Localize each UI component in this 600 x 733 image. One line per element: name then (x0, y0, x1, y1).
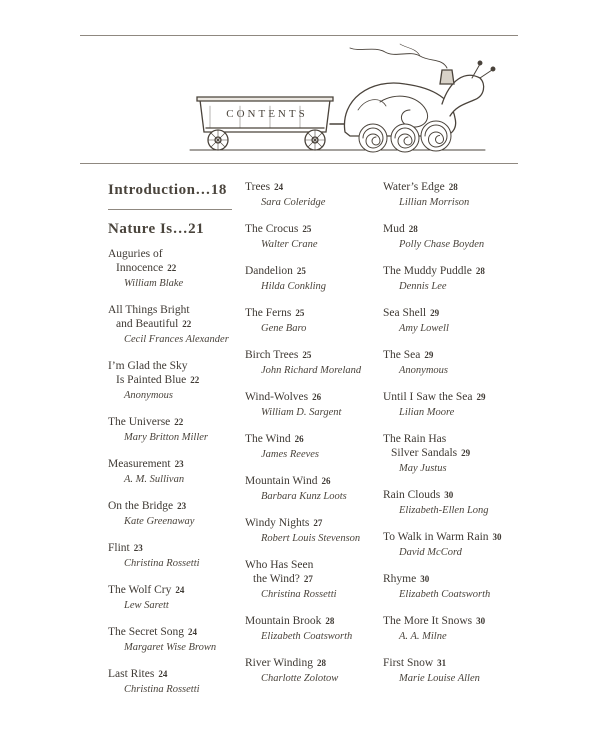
toc-entry (108, 457, 238, 487)
entry-page: 28 (317, 658, 327, 668)
entry-page: 26 (312, 392, 322, 402)
entry-title-line (108, 583, 238, 597)
entry-page: 30 (476, 616, 486, 626)
entry-title: The Ferns (245, 307, 292, 319)
entry-title: The Wolf Cry (108, 584, 172, 596)
bottom-rule (80, 163, 518, 164)
entry-page: 28 (325, 616, 335, 626)
entry-author: Cecil Frances Alexander (124, 334, 229, 345)
entry-page: 27 (303, 574, 313, 584)
entry-title-line (245, 432, 375, 446)
entry-author: Elizabeth-Ellen Long (399, 505, 489, 516)
entry-title-line (383, 390, 518, 404)
entry-title-line (383, 614, 518, 628)
entry-title-line (245, 516, 375, 530)
toc-column-3 (383, 180, 518, 698)
entry-author: Mary Britton Miller (124, 432, 208, 443)
toc-entry (383, 572, 518, 602)
entry-title: Dandelion (245, 265, 293, 277)
entry-title-line (383, 180, 518, 194)
toc-entry (383, 432, 518, 476)
entry-title: The Secret Song (108, 626, 185, 638)
toc-entry (383, 530, 518, 560)
toc-entry (383, 656, 518, 686)
entry-page: 30 (444, 490, 454, 500)
entry-title: All Things Bright (108, 304, 190, 316)
entry-title: Rain Clouds (383, 489, 441, 501)
section-divider (108, 209, 232, 210)
toc-entry (245, 614, 375, 644)
toc-entry (108, 359, 238, 403)
entry-title-line (383, 306, 518, 320)
entry-page: 27 (313, 518, 323, 528)
entry-author: Marie Louise Allen (399, 673, 480, 684)
entry-title-line (245, 222, 375, 236)
entry-page: 24 (158, 669, 168, 679)
toc-entry (245, 306, 375, 336)
entry-title-continued: Is Painted Blue (116, 374, 187, 386)
entry-author: A. M. Sullivan (124, 474, 185, 485)
entry-title: On the Bridge (108, 500, 174, 512)
entry-page: 24 (188, 627, 198, 637)
section-label: Nature Is (108, 221, 173, 237)
entry-page: 29 (430, 308, 440, 318)
entry-author: Elizabeth Coatsworth (261, 631, 353, 642)
entry-author: Charlotte Zolotow (261, 673, 339, 684)
entry-title: Rhyme (383, 573, 417, 585)
entry-page: 26 (321, 476, 331, 486)
section-ellipsis: … (172, 221, 189, 237)
entry-page: 29 (424, 350, 434, 360)
entry-title: To Walk in Warm Rain (383, 531, 489, 543)
entry-title: The Sea (383, 349, 421, 361)
entry-author: John Richard Moreland (261, 365, 362, 376)
section-introduction (108, 180, 238, 200)
toc-column-2 (245, 180, 375, 698)
entry-page: 23 (133, 543, 143, 553)
toc-entry (108, 303, 238, 347)
entry-page: 29 (461, 448, 471, 458)
entry-author: Christina Rossetti (124, 684, 200, 695)
entry-title: Windy Nights (245, 517, 310, 529)
toc-entry (245, 558, 375, 602)
entry-page: 26 (294, 434, 304, 444)
entry-author: James Reeves (261, 449, 320, 460)
entry-title: The Crocus (245, 223, 299, 235)
entry-title: The Rain Has (383, 433, 447, 445)
entry-page: 29 (476, 392, 486, 402)
toc-entry (383, 222, 518, 252)
entry-author: William D. Sargent (261, 407, 342, 418)
entry-title-continued: Innocence (116, 262, 164, 274)
entry-page: 28 (408, 224, 418, 234)
entry-page: 25 (302, 350, 312, 360)
entry-title-line (245, 264, 375, 278)
entry-title: Mountain Wind (245, 475, 318, 487)
toc-entry (245, 656, 375, 686)
entry-author: Kate Greenaway (124, 516, 195, 527)
entry-title: The Universe (108, 416, 171, 428)
toc-entry (108, 499, 238, 529)
entry-author: Gene Baro (261, 323, 307, 334)
entry-page: 22 (174, 417, 184, 427)
entry-page: 25 (295, 308, 305, 318)
toc-entry (383, 306, 518, 336)
toc-entry (108, 667, 238, 697)
entry-title-continued: and Beautiful (116, 318, 179, 330)
entry-page: 22 (190, 375, 200, 385)
entry-title-line (245, 390, 375, 404)
entry-title-line (245, 348, 375, 362)
toc-entry (245, 474, 375, 504)
entry-title-line (108, 415, 238, 429)
entry-page: 28 (475, 266, 485, 276)
entry-title-line2 (108, 373, 238, 387)
entry-title: The More It Snows (383, 615, 473, 627)
entry-title-line2 (383, 446, 518, 460)
entry-title: Birch Trees (245, 349, 299, 361)
entry-title-line (383, 348, 518, 362)
entry-author: Amy Lowell (399, 323, 449, 334)
entry-title-line2 (108, 317, 238, 331)
entry-page: 23 (174, 459, 184, 469)
entry-author: Robert Louis Stevenson (261, 533, 361, 544)
entry-author: Christina Rossetti (124, 558, 200, 569)
toc-entry (245, 390, 375, 420)
entry-title: Who Has Seen (245, 559, 314, 571)
toc-column-1 (108, 180, 238, 709)
toc-entry (245, 432, 375, 462)
entry-title-line (383, 530, 518, 544)
snail-train-illustration (180, 40, 510, 162)
entry-title: Mountain Brook (245, 615, 322, 627)
toc-entry (245, 348, 375, 378)
entry-title: River Winding (245, 657, 314, 669)
toc-entry (108, 625, 238, 655)
entry-title-line (245, 306, 375, 320)
toc-entry (383, 264, 518, 294)
entry-title-continued: the Wind? (253, 573, 300, 585)
toc-entry (383, 390, 518, 420)
toc-entry (108, 583, 238, 613)
entry-page: 25 (296, 266, 306, 276)
toc-entry (245, 264, 375, 294)
toc-entry (383, 348, 518, 378)
entry-title-line2 (245, 572, 375, 586)
entry-title: Flint (108, 542, 130, 554)
entry-author: Margaret Wise Brown (124, 642, 217, 653)
entry-page: 23 (177, 501, 187, 511)
entry-author: David McCord (399, 547, 462, 558)
entry-title: First Snow (383, 657, 434, 669)
entry-author: Sara Coleridge (261, 197, 326, 208)
entry-author: Dennis Lee (399, 281, 447, 292)
entry-title-line (108, 499, 238, 513)
entry-page: 22 (167, 263, 177, 273)
entry-title-line (108, 667, 238, 681)
entry-author: Anonymous (399, 365, 448, 376)
toc-entry (108, 415, 238, 445)
section-nature-is (108, 219, 238, 239)
entry-page: 22 (182, 319, 192, 329)
entry-author: Christina Rossetti (261, 589, 337, 600)
entry-page: 30 (492, 532, 502, 542)
section-page: 21 (188, 221, 205, 237)
entry-author: William Blake (124, 278, 184, 289)
entry-title-line (245, 180, 375, 194)
entry-title-line (383, 572, 518, 586)
entry-author: Elizabeth Coatsworth (399, 589, 491, 600)
entry-title: Until I Saw the Sea (383, 391, 473, 403)
entry-author: Barbara Kunz Loots (261, 491, 347, 502)
entry-title: I’m Glad the Sky (108, 360, 188, 372)
entry-title: Mud (383, 223, 405, 235)
entry-title-line (245, 474, 375, 488)
toc-entry (383, 180, 518, 210)
entry-title: Measurement (108, 458, 171, 470)
entry-title-line (108, 457, 238, 471)
entry-author: Polly Chase Boyden (399, 239, 485, 250)
section-ellipsis: … (195, 182, 211, 198)
entry-page: 24 (175, 585, 185, 595)
entry-title: Wind-Wolves (245, 391, 309, 403)
entry-author: Walter Crane (261, 239, 318, 250)
contents-label: CONTENTS (226, 108, 308, 120)
entry-author: Anonymous (124, 390, 173, 401)
entry-title-continued: Silver Sandals (391, 447, 458, 459)
entry-page: 30 (420, 574, 430, 584)
entry-title-line (383, 656, 518, 670)
toc-entry (108, 541, 238, 571)
entry-title: The Wind (245, 433, 291, 445)
entry-title-line (383, 488, 518, 502)
entry-page: 25 (302, 224, 312, 234)
entry-author: Hilda Conkling (261, 281, 327, 292)
toc-entry (383, 614, 518, 644)
entry-title: Last Rites (108, 668, 155, 680)
entry-author: A. A. Milne (399, 631, 447, 642)
entry-title-line (383, 222, 518, 236)
top-rule (80, 35, 518, 36)
section-page: 18 (210, 182, 227, 198)
entry-title: Water’s Edge (383, 181, 445, 193)
toc-entry (245, 222, 375, 252)
entry-title-line (108, 625, 238, 639)
entry-author: Lilian Moore (399, 407, 455, 418)
entry-title-line (383, 264, 518, 278)
entry-title: Trees (245, 181, 271, 193)
entry-title-line (108, 541, 238, 555)
entry-title: Auguries of (108, 248, 163, 260)
toc-entry (245, 516, 375, 546)
toc-entry (108, 247, 238, 291)
entry-title: The Muddy Puddle (383, 265, 472, 277)
entry-page: 31 (437, 658, 447, 668)
toc-entry (245, 180, 375, 210)
entry-author: May Justus (399, 463, 447, 474)
entry-title-line (245, 656, 375, 670)
entry-title: Sea Shell (383, 307, 427, 319)
entry-page: 24 (274, 182, 284, 192)
entry-author: Lew Sarett (124, 600, 169, 611)
entry-title-line (245, 614, 375, 628)
entry-title-line2 (108, 261, 238, 275)
toc-entry (383, 488, 518, 518)
entry-author: Lillian Morrison (399, 197, 470, 208)
entry-page: 28 (448, 182, 458, 192)
section-label: Introduction (108, 182, 196, 198)
